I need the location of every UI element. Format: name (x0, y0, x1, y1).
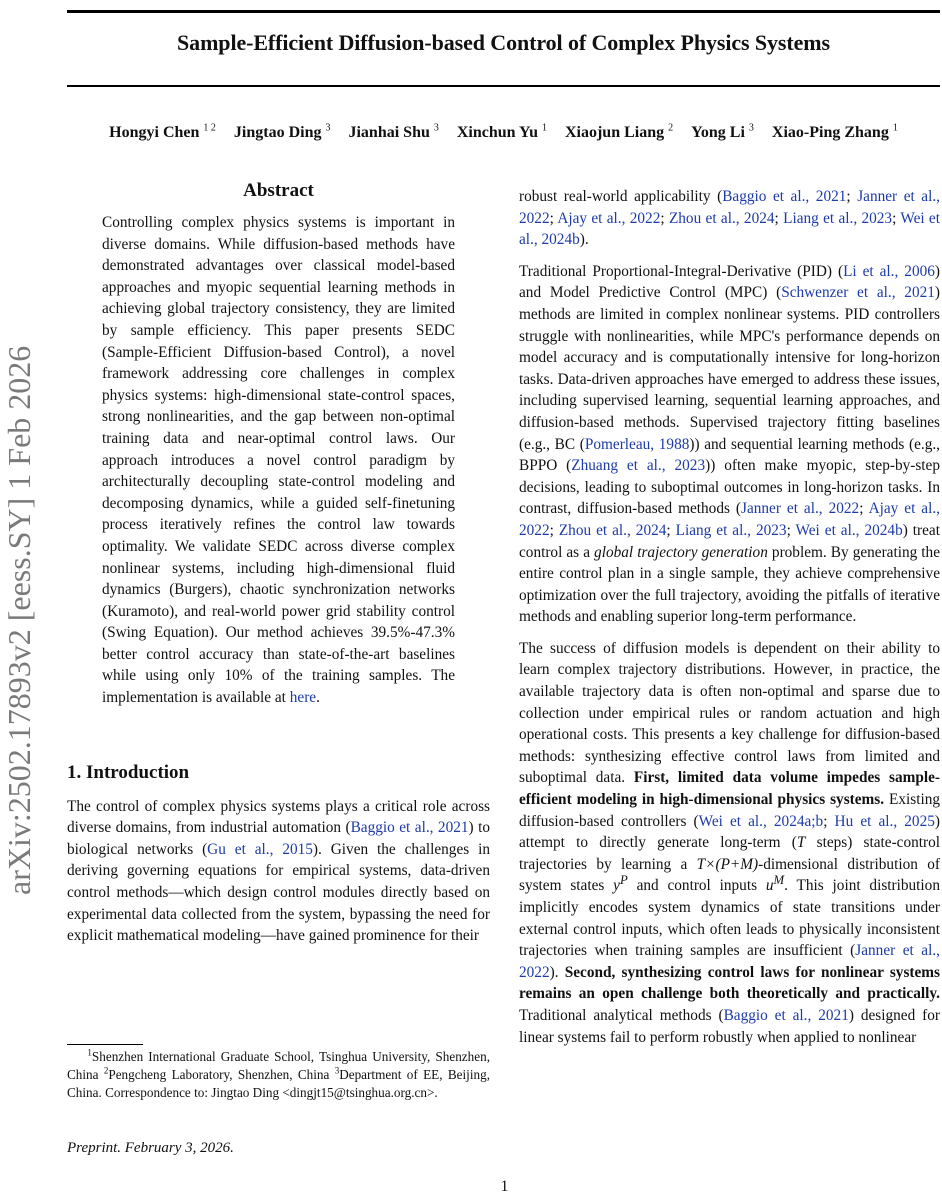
citation-link[interactable]: Zhou et al., 2024 (558, 521, 667, 539)
left-column (67, 180, 490, 957)
citation-link[interactable]: Janner et al., 2022 (519, 942, 940, 981)
body-paragraph: The success of diffusion models is dependent on their ability to learn complex trajectory distributions. However, in practice, the available trajectory data is often non-optimal and sparse due to collection under empirical rules or random actuation and high operational costs. This presents a key challenge for diffusion-based methods: synthesizing effective control laws from limited and suboptimal data. First, limited data volume impedes sample-efficient modeling in high-dimensional physics systems. Existing diffusion-based controllers (Wei et al., 2024a;b; Hu et al., 2025) attempt to directly generate long-term (T steps) state-control trajectories by learning a T×(P+M)-dimensional distribution of system states $y^P$ and control inputs $u^M$. This joint distribution implicitly encodes system dynamics of state transitions under external control inputs, which often leads to physically inconsistent trajectories when training samples are insufficient (Janner et al., 2022). Second, synthesizing control laws for nonlinear systems remains an open challenge both theoretically and practically. Traditional analytical methods (Baggio et al., 2021) designed for linear systems fail to perform robustly when applied to nonlinear (519, 639, 940, 1046)
citation-link[interactable]: Baggio et al., 2021 (350, 819, 469, 837)
body-paragraph: robust real-world applicability (Baggio et al., 2021; Janner et al., 2022; Ajay et al., 2022; Zhou et al., 2024; Liang et al., 2023; Wei et al., 2024b). (519, 188, 940, 249)
citation-link[interactable]: Liang et al., 2023 (675, 521, 787, 539)
title-rule (67, 85, 940, 87)
citation-link[interactable]: Baggio et al., 2021 (722, 188, 847, 205)
citation-link[interactable]: Ajay et al., 2022 (557, 209, 661, 227)
citation-link[interactable]: Li et al., 2006 (843, 262, 935, 280)
implementation-link[interactable]: here (289, 689, 317, 707)
citation-link[interactable]: Ajay et al., 2022 (519, 500, 940, 539)
abstract-text: Controlling complex physics systems is important in diverse domains. While diffusion-based methods have demonstrated advantages over classical model-based approaches and myopic sequential learning methods in achieving global trajectory consistency, they are limited by sample efficiency. This paper presents SEDC (Sample-Efficient Diffusion-based Control), a novel framework addressing core challenges in complex physics systems: high-dimensional state-control spaces, strong nonlinearities, and the gap between non-optimal training data and near-optimal control laws. Our approach introduces a novel control paradigm by architecturally decoupling state-control modeling and decomposing dynamics, while a guided self-finetuning process iteratively refines the control law towards optimality. We validate SEDC across diverse complex nonlinear systems, including high-dimensional fluid dynamics (Burgers), chaotic synchronization networks (Kuramoto), and real-world power grid stability control (Swing Equation). Our method achieves 39.5%-47.3% better control accuracy than state-of-the-art baselines while using only 10% of the training samples. The implementation is available at here. (102, 214, 455, 707)
citation-link[interactable]: Wei et al., 2024b (519, 209, 940, 249)
author: Yong Li $^3$ (691, 122, 754, 141)
citation-link[interactable]: Janner et al., 2022 (741, 500, 860, 518)
citation-link[interactable]: Gu et al., 2015 (207, 840, 313, 858)
top-rule (67, 10, 940, 13)
citation-link[interactable]: Zhuang et al., 2023 (571, 457, 706, 475)
section-heading-introduction: 1. Introduction (67, 761, 190, 783)
author: Jingtao Ding $^3$ (233, 122, 331, 141)
author: Xinchun Yu $^1$ (456, 122, 547, 141)
abstract-heading: Abstract (243, 180, 314, 201)
citation-link[interactable]: Wei et al., 2024b (795, 521, 903, 539)
citation-link[interactable]: Wei et al., 2024a;b (698, 812, 824, 830)
author: Xiaojun Liang $^2$ (564, 122, 674, 141)
intro-paragraph: The control of complex physics systems plays a critical role across diverse domains, from industrial automation (Baggio et al., 2021) to biological networks (Gu et al., 2015). Given the challenges in deriving governing equations for empirical systems, data-driven control methods—which design control modules directly based on experimental data collected from the system, bypassing the need for explicit mathematical modeling—have gained prominence for their (67, 797, 490, 945)
citation-link[interactable]: Liang et al., 2023 (783, 209, 893, 227)
arxiv-identifier[interactable]: arXiv:2502.17893v2 [eess.SY] 1 Feb 2026 (1, 345, 37, 895)
author-list (67, 124, 940, 142)
author: Jianhai Shu $^3$ (348, 122, 439, 141)
citation-link[interactable]: Baggio et al., 2021 (723, 1006, 849, 1024)
citation-link[interactable]: Schwenzer et al., 2021 (781, 284, 935, 302)
citation-link[interactable]: Pomerleau, 1988 (584, 435, 690, 453)
citation-link[interactable]: Janner et al., 2022 (519, 188, 940, 227)
paper-title: Sample-Efficient Diffusion-based Control of Complex Physics Systems (177, 30, 830, 55)
preprint-date: Preprint. February 3, 2026. (67, 1140, 234, 1156)
citation-link[interactable]: Hu et al., 2025 (834, 812, 935, 830)
page-number: 1 (500, 1178, 509, 1195)
author: Hongyi Chen $^{1 2}$ (109, 122, 216, 141)
affiliation-footnote: $^1$Shenzhen International Graduate School, Tsinghua University, Shenzhen, China $^2$Pengcheng Laboratory, Shenzhen, China $^3$Department of EE, Beijing, China. Correspondence to: Jingtao Ding <dingjt15@tsinghua.org.cn>. (67, 1047, 491, 1100)
body-paragraph: Traditional Proportional-Integral-Derivative (PID) (Li et al., 2006) and Model Predictive Control (MPC) (Schwenzer et al., 2021) methods are limited in complex nonlinear systems. PID controllers struggle with nonlinearities, while MPC's performance depends on model accuracy and is computationally intensive for long-horizon tasks. Data-driven approaches have emerged to address these issues, including supervised learning, sequential learning approaches, and diffusion-based methods. Supervised trajectory fitting baselines (e.g., BC (Pomerleau, 1988)) and sequential learning methods (e.g., BPPO (Zhuang et al., 2023)) often make myopic, step-by-step decisions, leading to suboptimal outcomes in long-horizon tasks. In contrast, diffusion-based methods (Janner et al., 2022; Ajay et al., 2022; Zhou et al., 2024; Liang et al., 2023; Wei et al., 2024b) treat control as a global trajectory generation problem. By generating the entire control plan in a single sample, they achieve comprehensive optimization over the full trajectory, avoiding the pitfalls of iterative methods and enabling superior long-term performance. (519, 262, 941, 626)
citation-link[interactable]: Zhou et al., 2024 (668, 209, 775, 227)
footnote-rule (67, 1044, 143, 1045)
right-column (519, 186, 940, 1058)
author: Xiao-Ping Zhang $^1$ (771, 122, 898, 141)
